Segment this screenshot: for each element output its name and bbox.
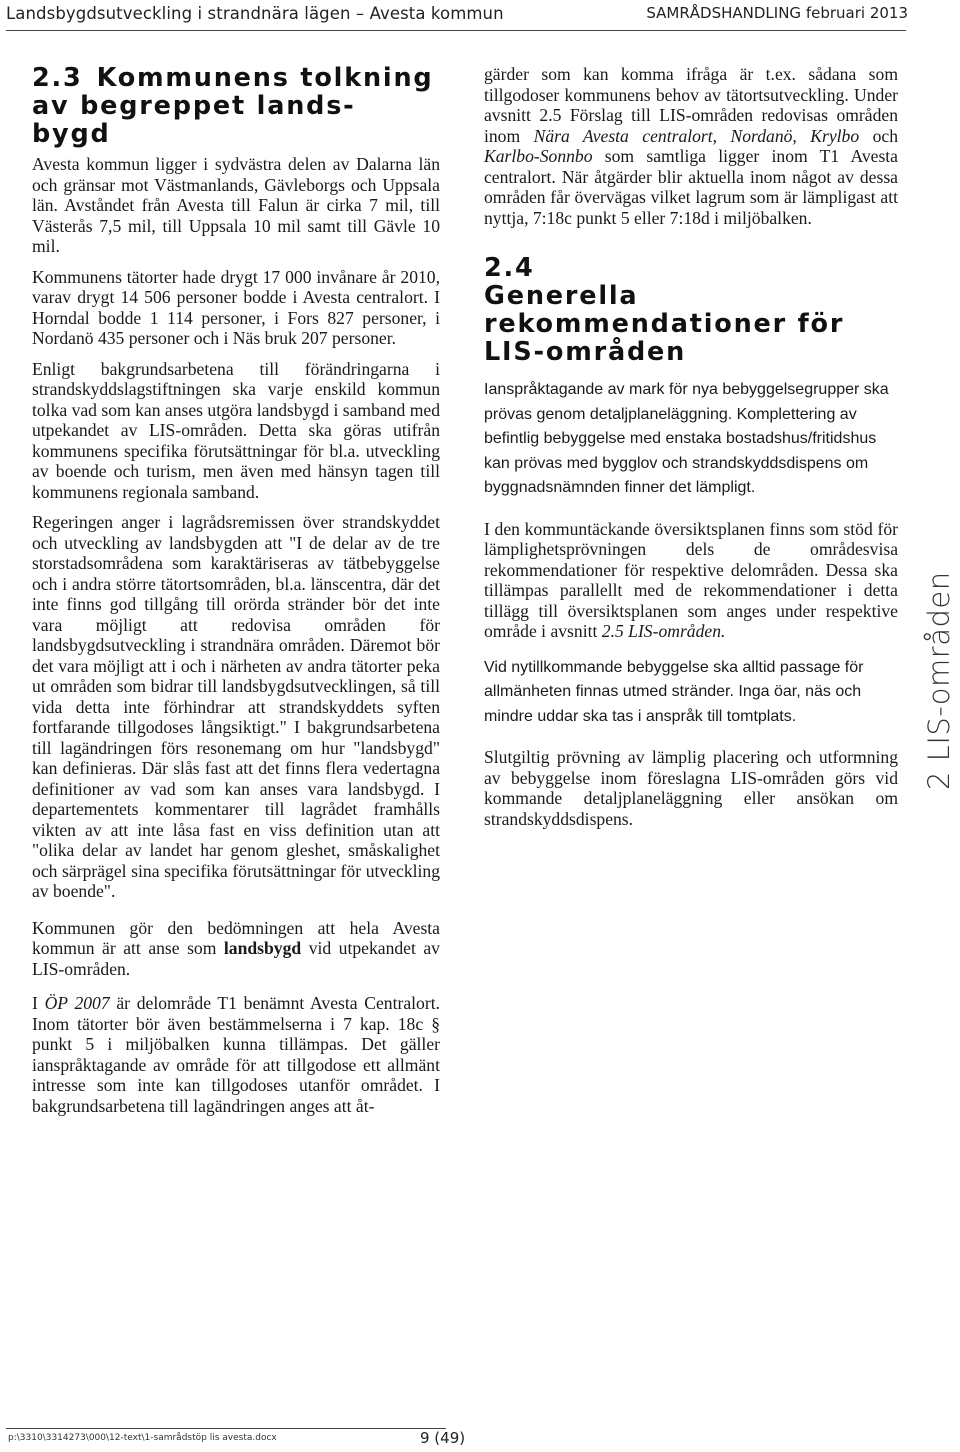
section-title-line: rekommendationer för [484, 309, 845, 339]
header-divider [6, 30, 906, 31]
paragraph: Avesta kommun ligger i sydvästra delen av Dalarna län och gränsar mot Västmanlands, Gävleborgs och Uppsala län. Avståndet från Avesta till Falun är cirka 7 mil, till Västerås 7,5 mil, till Uppsala 10 mil samt till Gävle 10 mil. [32, 154, 440, 256]
header-title: Landsbygdsutveckling i strandnära lägen – Avesta kommun [6, 4, 504, 23]
footer-file-path: p:\3310\3314273\000\12-text\1-samrådstöp lis avesta.docx [8, 1433, 277, 1443]
header-status: SAMRÅDSHANDLING februari 2013 [646, 4, 908, 22]
section-title-line: bygd [32, 119, 111, 149]
recommendation-text: Vid nytillkommande bebyggelse ska alltid passage för allmänheten finnas utmed stränder. Inga öar, näs och mindre uddar ska tas i anspråk till tomtplats. [484, 658, 864, 725]
recommendation-text: Ianspråktagande av mark för nya bebyggelsegrupper ska prövas genom detaljplaneläggning. Komplettering av befintlig bebyggelse med enstaka bostadshus/fritidshus kan prövas med bygglov och strandskyddsdispens om byggnadsnämnden finner det lämpligt. [484, 381, 889, 496]
page-number: 9 (49) [420, 1429, 466, 1447]
paragraph: Enligt bakgrundsarbetena till förändringarna i strandskyddslagstiftningen ska varje enskild kommun tolka vad som kan anses utgöra landsbygd i samband med utpekandet av LIS-områden. Detta ska göras utifrån kommunens specifika förutsättningar för bl.a. utveckling av boende och turism, men även med hänsyn tagen till kommunens regionala samband. [32, 358, 440, 502]
paragraph: Kommunens tätorter hade drygt 17 000 invånare år 2010, varav drygt 14 506 personer bodde i Avesta centralort. I Horndal bodde 1 114 personer, i Fors 827 personer, i Nordanö 435 personer och i Näs bruk 207 personer. [32, 266, 440, 348]
section-heading-2-4 [484, 254, 898, 366]
paragraph: Regeringen anger i lagrådsremissen över strandskyddet och utveckling av landsbygden att "I de delar av de tre storstadsområdena som karaktäriseras av tätbebyggelse och i andra större tätortsområden, bl.a. länscentra, där det inte finns god tillgång till orörda stränder bör det inte vara möjligt att redovisa områden för landsbygdsutveckling i strandnära områden. Däremot bör det vara möjligt att i och i närheten av andra tätorter peka ut områden som bidrar till landsbygdsutvecklingen, så till vida detta inte förhindrar att strandskyddets syften fortfarande tillgodoses långsiktigt." I bakgrundsarbetena till lagändringen förs resonemang om hur "landsbygd" kan definieras. Där slås fast att det finns flera vedertagna definitioner av vad som kan anses vara landsbygd. I departementets kommentarer till lagrådet framhålls vikten av att inte låsa fast en viss definition utan att "olika delar av landet har genom gleshet, småskalighet och särprägel sina specifika förutsättningar för utveckling av boende". [32, 512, 440, 901]
emphasis-text: 2.5 LIS-områden. [601, 621, 726, 641]
section-title [484, 282, 844, 366]
text-run: är delområde T1 benämnt Avesta Centralort. Inom tätorter bör även bestämmelserna i 7 kap. 18c § punkt 5 i miljöbalken kunna tillämpas. Det gäller ianspråktagande av område för att tillgodose ett allmänt intresse som inte kan tillgodoses utanför området. I bakgrundsarbetena till lagändringen anges att åt- [32, 993, 440, 1116]
left-column [32, 64, 440, 1126]
section-title-line: LIS-områden [484, 337, 687, 367]
text-run: I den kommuntäckande översiktsplanen finns som stöd för lämplighetsprövningen dels de områdesvisa rekommendationer för respektive delområden. Dessa ska tillämpas parallellt med de rekommendationer i detta tillägg till översiktsplanen som anges under respektive område i avsnitt [484, 518, 898, 641]
paragraph [32, 993, 440, 1116]
section-title-line: av begreppet lands- [32, 91, 356, 121]
paragraph [484, 64, 898, 228]
text-run: vid utpekandet av LIS-områden. [32, 938, 440, 979]
paragraph [484, 519, 898, 642]
text-run: I [32, 993, 45, 1013]
emphasis-text: Nära Avesta centralort, Nordanö, Krylbo [533, 125, 860, 146]
text-run: gärder som kan komma ifråga är t.ex. sådana som tillgodoser kommunens behov av tätortsutveckling. Under avsnitt 2.5 Förslag till LIS-områden redovisas områden inom [484, 64, 898, 146]
emphasis-text: landsbygd [223, 938, 302, 958]
paragraph: Slutgiltig prövning av lämplig placering och utformning av bebyggelse inom föreslagna LIS-områden görs vid kommande detaljplaneläggning eller ansökan om strandskyddsdispens. [484, 747, 898, 829]
text-run: som samtliga ligger inom T1 Avesta centralort. När åtgärder blir aktuella inom något av dessa områden får övervägas vilket lagrum som är lämpligast att nyttja, 7:18c punkt 5 eller 7:18d i miljöbalken. [484, 146, 898, 228]
section-heading-2-3 [32, 64, 440, 148]
text-run: och [859, 125, 898, 146]
emphasis-text: ÖP 2007 [44, 993, 110, 1013]
section-title-line: Generella [484, 281, 639, 311]
right-column [484, 64, 898, 839]
emphasis-text: Karlbo-Sonnbo [484, 146, 593, 166]
paragraph [32, 918, 440, 980]
footer-divider [6, 1428, 446, 1429]
section-number: 2.3 [32, 63, 83, 93]
text-run: Kommunen gör den bedömningen att hela Avesta kommun är att anse som [32, 917, 440, 958]
section-title-line: Kommunens tolkning [96, 63, 434, 93]
section-number: 2.4 [484, 253, 535, 283]
chapter-side-tab: 2 LIS-områden [922, 571, 956, 790]
